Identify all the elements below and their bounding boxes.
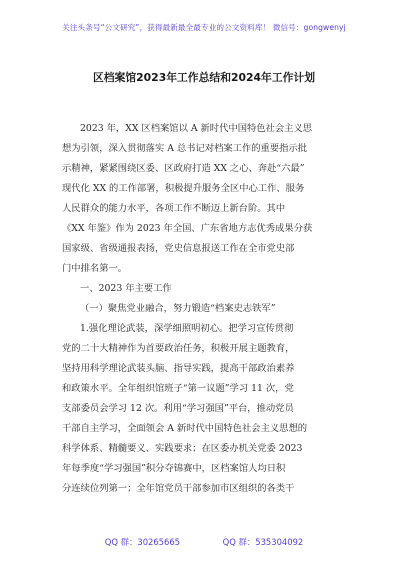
text-line: 干部自主学习，全面领会 A 新时代中国特色社会主义思想的 [62, 423, 308, 434]
text-line: 支部委员会学习 12 次。利用“学习强国”平台，推动党员 [62, 403, 294, 414]
text-line: 2023 年，XX 区档案馆以 A 新时代中国特色社会主义思 [80, 123, 313, 134]
text-line: 党的二十大精神作为首要政治任务，积极开展主题教育， [62, 343, 295, 354]
document-title: 区档案馆2023年工作总结和2024年工作计划 [92, 71, 316, 84]
text-line: 分连续位列第一；全年馆党员干部参加市区组织的各类干 [62, 483, 295, 494]
text-line: 坚持用科学理论武装头脑、指导实践，提高干部政治素养 [62, 363, 295, 374]
subsection-heading: （一）聚焦党业融合，努力锻造“档案史志铁军” [80, 303, 276, 314]
qq-group-2: QQ 群：535304092 [222, 537, 304, 547]
promo-banner: 关注头条号“公文研究”，获得最新最全最专业的公文资料库！ 微信号：gongwenyj [62, 23, 346, 32]
text-line: 现代化 XX 的工作部署，积极提升服务全区中心工作、服务 [62, 183, 305, 194]
text-line: 人民群众的能力水平，各项工作不断迈上新台阶。其中 [62, 203, 286, 214]
text-line: 《XX 年鉴》作为 2023 年全国、广东省地方志优秀成果分获 [62, 223, 313, 234]
section-heading: 一、2023 年主要工作 [80, 283, 172, 294]
text-line: 年每季度“学习强国”积分夺锦赛中，区档案馆人均日积 [62, 463, 286, 474]
text-line: 门中排名第一。 [62, 263, 128, 274]
text-line: 和政策水平。全年组织馆班子“第一议题”学习 11 次，党 [62, 383, 294, 394]
intro-paragraph [62, 119, 352, 499]
text-line: 想为引领，深入贯彻落实 A 总书记对档案工作的重要指示批 [62, 143, 308, 154]
text-line: 科学体系、精髓要义、实践要求；在区委办机关党委 2023 [62, 443, 303, 454]
text-line: 国家级、省级通报表扬，党史信息报送工作在全市党史部 [62, 243, 295, 254]
qq-group-1: QQ 群：30265665 [104, 537, 180, 547]
text-line: 示精神，紧紧围绕区委、区政府打造 XX 之心、奔赴“六最” [62, 163, 305, 174]
footer-contacts [0, 536, 408, 548]
text-line: 1.强化理论武装，深学细照明初心。把学习宣传贯彻 [80, 323, 294, 334]
